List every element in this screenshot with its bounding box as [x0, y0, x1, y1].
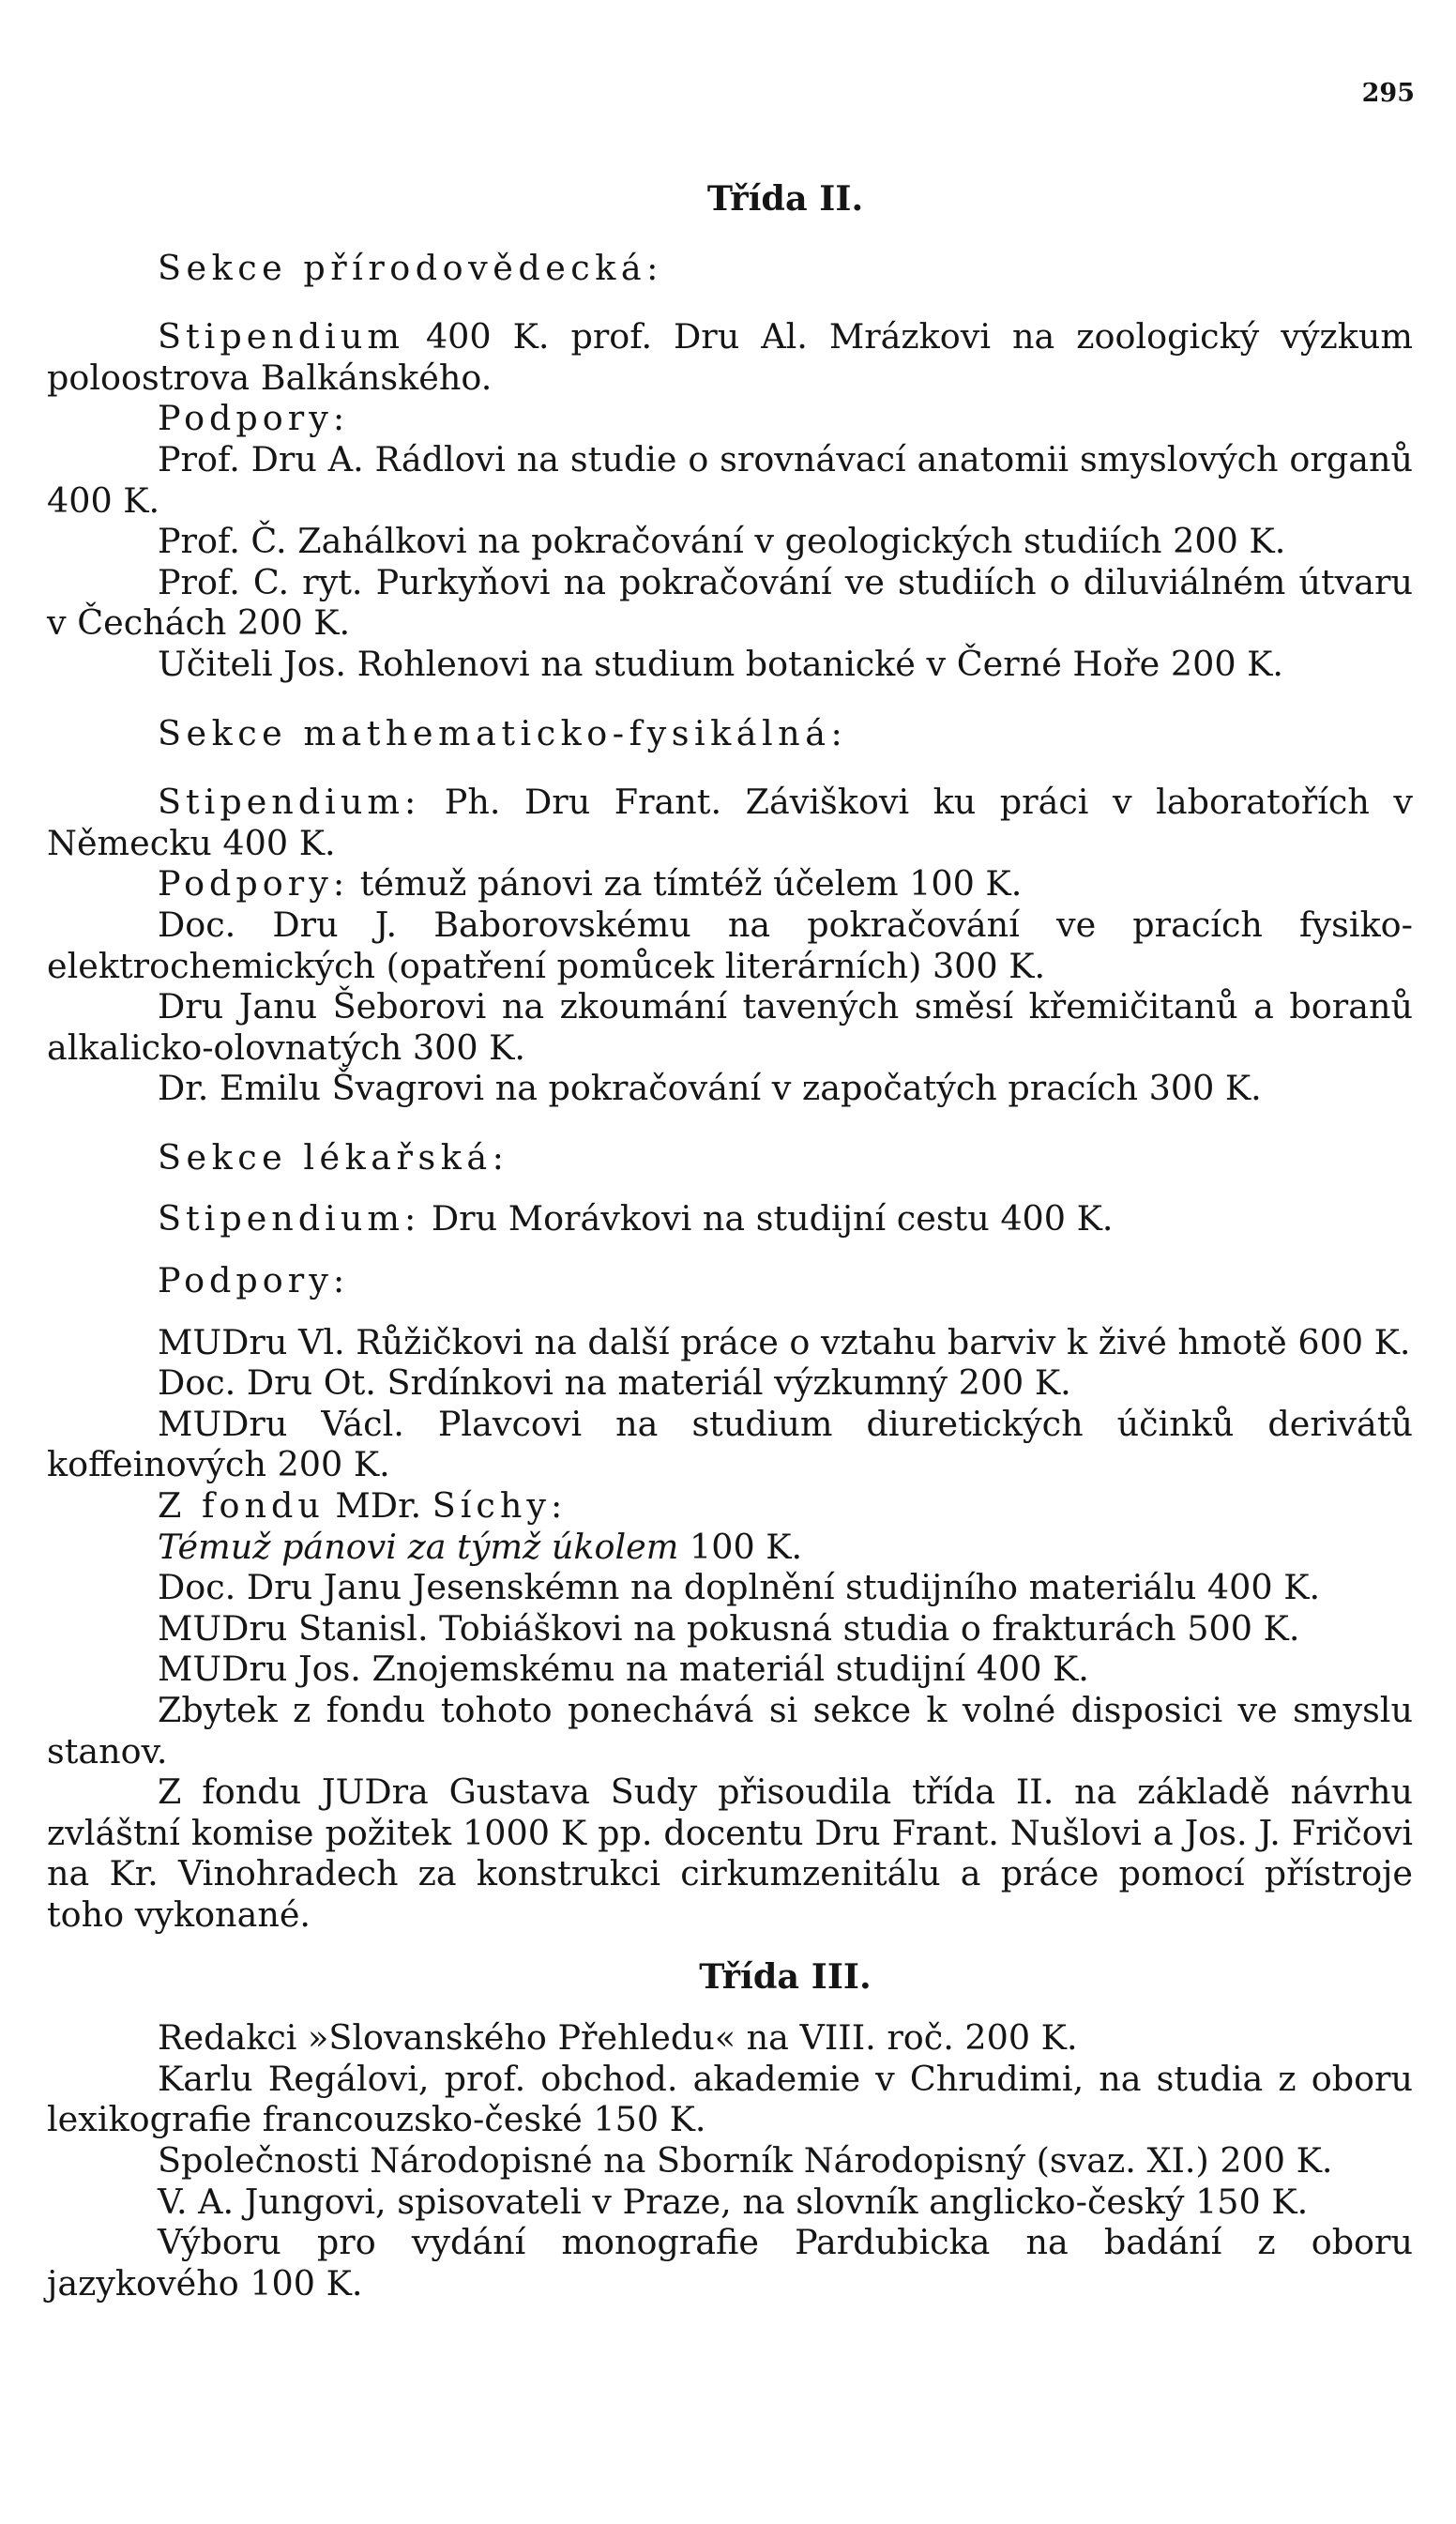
stipend-label: Stipendium:: [158, 782, 421, 823]
grant-paragraph: Prof. Dru A. Rádlovi na studie o srovnávací anatomii smyslových organů 400 K.: [47, 438, 1413, 521]
stipend-paragraph: [47, 1198, 1413, 1239]
section-medical-title: Sekce lékařská:: [158, 1136, 509, 1178]
support-label: Podpory:: [158, 398, 350, 439]
grant-paragraph: Karlu Regálovi, prof. obchod. akademie v Chrudimi, na studia z oboru lexikografie francouzsko-české 150 K.: [47, 2058, 1413, 2140]
grant-paragraph: Doc. Dru J. Baborovskému na pokračování ve pracích fysiko-elektrochemických (opatření pomůcek literárních) 300 K.: [47, 904, 1413, 986]
support-text: témuž pánovi za tímtéž účelem 100 K.: [349, 863, 1023, 905]
text-column: [47, 178, 1413, 2304]
grant-paragraph: V. A. Jungovi, spisovateli v Praze, na slovník anglicko-český 150 K.: [158, 2181, 1309, 2222]
support-paragraph: [47, 863, 1413, 905]
stipend-text: Dru Morávkovi na studijní cestu 400 K.: [420, 1198, 1114, 1239]
stipend-text: Ph. Dru Frant. Záviškovi ku práci v laboratořích v Německu 400 K.: [47, 782, 1413, 863]
grant-paragraph: Zbytek z fondu tohoto ponechává si sekce k volné disposici ve smyslu stanov.: [47, 1690, 1413, 1771]
section-natural-sciences-title: Sekce přírodovědecká:: [158, 247, 663, 288]
grant-paragraph: Prof. Č. Zahálkovi na pokračování v geologických studiích 200 K.: [158, 521, 1286, 562]
grant-paragraph: Prof. C. ryt. Purkyňovi na pokračování ve studiích o diluviálném útvaru v Čechách 200 K.: [47, 561, 1413, 644]
fund-item-italic: Témuž pánovi za týmž úkolem: [158, 1526, 679, 1567]
support-label-paragraph: [47, 1260, 1413, 1301]
stipend-label: Stipendium: [158, 316, 404, 357]
class-ii-heading: Třída II.: [706, 178, 864, 219]
grant-paragraph: MUDru Jos. Znojemskému na materiál studijní 400 K.: [158, 1649, 1089, 1690]
grant-paragraph: Doc. Dru Ot. Srdínkovi na materiál výzkumný 200 K.: [158, 1362, 1071, 1404]
stipend-label: Stipendium:: [158, 1198, 421, 1239]
support-label: Podpory:: [158, 1260, 350, 1301]
grant-paragraph: MUDru Václ. Plavcovi na studium diuretických účinků derivátů koffeinových 200 K.: [47, 1403, 1413, 1485]
fund-name: Síchy:: [432, 1485, 568, 1527]
grant-paragraph: Dr. Emilu Švagrovi na pokračování v započatých pracích 300 K.: [158, 1068, 1262, 1109]
grant-paragraph: Doc. Dru Janu Jesenskémn na doplnění studijního materiálu 400 K.: [158, 1567, 1321, 1608]
class-iii-heading: Třída III.: [699, 1955, 872, 1997]
grant-paragraph: Společnosti Národopisné na Sborník Národopisný (svaz. XI.) 200 K.: [158, 2139, 1333, 2181]
grant-paragraph: MUDru Stanisl. Tobiáškovi na pokusná studia o frakturách 500 K.: [158, 1607, 1300, 1649]
grant-paragraph: MUDru Vl. Růžičkovi na další práce o vztahu barviv k živé hmotě 600 K.: [158, 1321, 1411, 1362]
stipend-text: 400 K. prof. Dru Al. Mrázkovi na zoologický výzkum poloostrova Balkánského.: [47, 316, 1413, 398]
fund-label: Z fondu: [158, 1485, 325, 1527]
stipend-paragraph: [47, 316, 1413, 398]
grant-paragraph: Dru Janu Šeborovi na zkoumání tavených směsí křemičitanů a boranů alkalicko-olovnatých 300 K.: [47, 986, 1413, 1068]
section-math-physics-title: Sekce mathematicko-fysikálná:: [158, 712, 848, 753]
support-label: Podpory:: [158, 863, 350, 905]
support-label-paragraph: [47, 398, 1413, 439]
grant-paragraph: Učiteli Jos. Rohlenovi na studium botanické v Černé Hoře 200 K.: [158, 643, 1284, 684]
fund-item-amount: 100 K.: [678, 1526, 803, 1567]
grant-paragraph: [47, 1527, 1413, 1568]
fund-paragraph: [47, 1485, 1413, 1527]
grant-paragraph: Výboru pro vydání monografie Pardubicka na badání z oboru jazykového 100 K.: [47, 2222, 1413, 2304]
page-number: 295: [1361, 79, 1415, 108]
stipend-paragraph: [47, 782, 1413, 863]
fund-text: MDr.: [324, 1485, 432, 1527]
fund-sudy-paragraph: Z fondu JUDra Gustava Sudy přisoudila třída II. na základě návrhu zvláštní komise požitek 1000 K pp. docentu Dru Frant. Nušlovi a Jos. J. Fričovi na Kr. Vinohradech za konstrukci cirkumzenitálu a práce pomocí přístroje toho vykonané.: [47, 1771, 1413, 1935]
grant-paragraph: Redakci »Slovanského Přehledu« na VIII. roč. 200 K.: [158, 2017, 1078, 2059]
